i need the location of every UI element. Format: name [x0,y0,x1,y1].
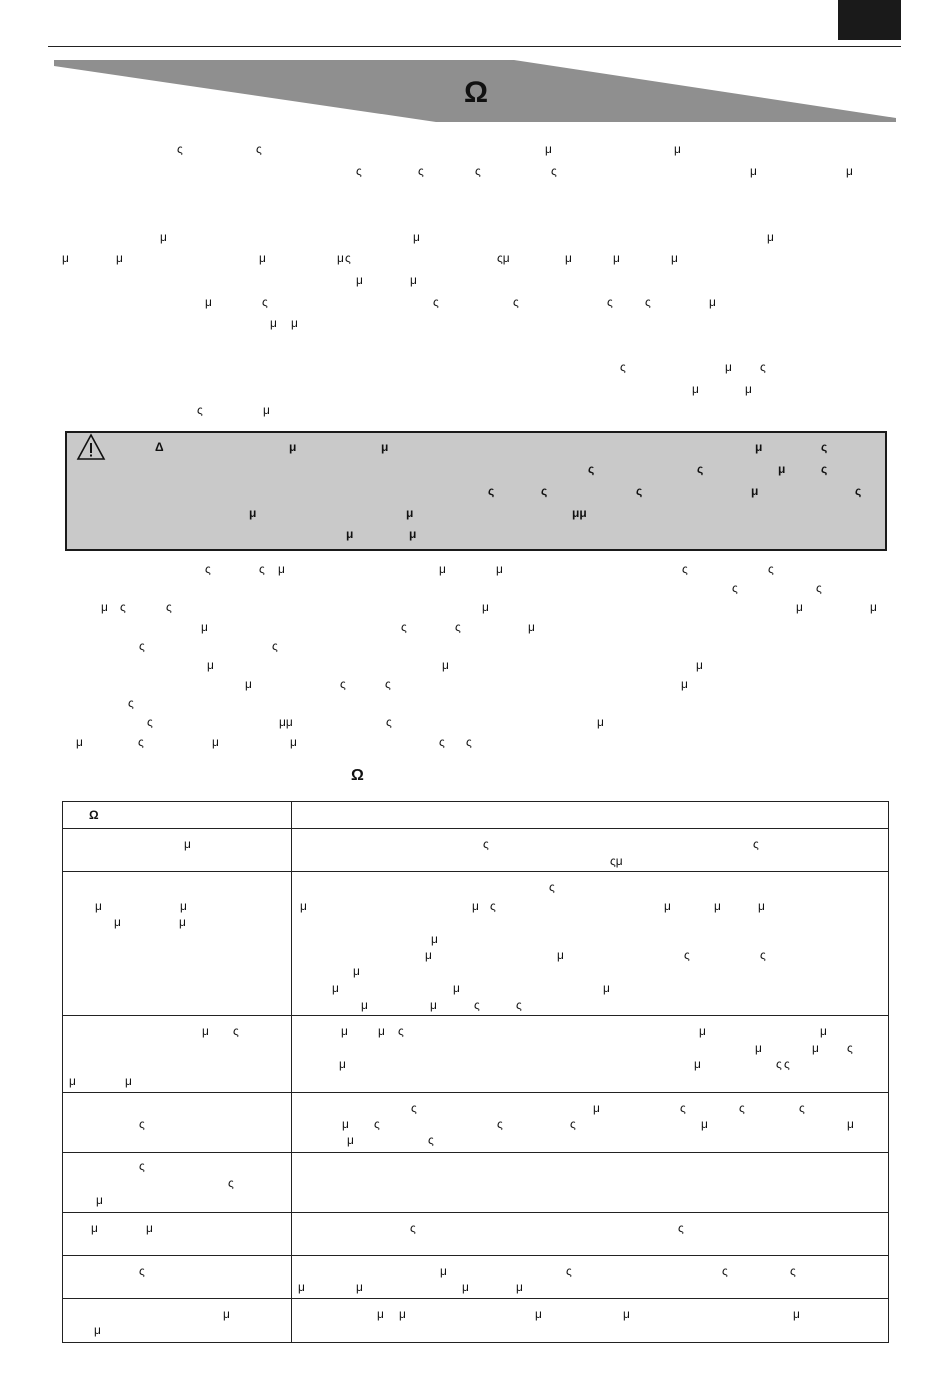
warning-glyph: μ [751,484,759,498]
cell-glyph: ς [680,1101,686,1115]
cell-glyph: ς [490,899,496,913]
para3-glyph: μ [263,403,270,417]
cell-glyph: ς [374,1117,380,1131]
para4-glyph: ς [455,620,461,634]
cell-glyph: ς [411,1101,417,1115]
intro-glyph: ς [256,142,262,156]
para2-glyph: μ [413,230,420,244]
cell-glyph: ς [483,837,489,851]
cell-glyph: μ [180,899,187,913]
cell-glyph: μ [341,1024,348,1038]
para3-glyph: μ [725,360,732,374]
cell-glyph: μ [339,1057,346,1071]
cell-glyph: ς [139,1264,145,1278]
para4-glyph: ς [138,735,144,749]
table-cell-value [292,1213,889,1256]
para2-glyph: μ [160,230,167,244]
para3-glyph: ς [197,403,203,417]
cell-glyph: μ [94,1323,101,1337]
para2-glyph: ς [607,295,613,309]
para4-glyph: μ [528,620,535,634]
table-row [63,1299,889,1343]
cell-glyph: ς [566,1264,572,1278]
cell-glyph: ς [684,948,690,962]
para4-glyph: μ [870,600,877,614]
table-header-left [63,802,292,829]
cell-glyph: ς [139,1117,145,1131]
table-cell-value [292,829,889,872]
para4-glyph: μ [245,677,252,691]
para4-glyph: ς [401,620,407,634]
table-row [63,1016,889,1093]
cell-glyph: ς [678,1221,684,1235]
cell-glyph: μ [430,998,437,1012]
warning-glyph: μμ [572,506,587,520]
para4-glyph: ς [147,715,153,729]
cell-glyph: ς [753,837,759,851]
cell-glyph: μ [593,1101,600,1115]
cell-glyph: μ [699,1024,706,1038]
cell-glyph: μ [557,948,564,962]
cell-glyph: μ [300,899,307,913]
intro-glyph: μ [846,164,853,178]
header-rule [48,46,901,47]
para4-glyph: ς [682,562,688,576]
para4-glyph: μ [201,620,208,634]
para2-glyph: μ [356,273,363,287]
spec-table [62,801,889,1343]
cell-glyph: μ [462,1280,469,1294]
para2-glyph: ς [513,295,519,309]
para4-glyph: μ [597,715,604,729]
table-header-label: Ω [89,808,99,822]
cell-glyph: ς [799,1101,805,1115]
cell-glyph: μ [377,1307,384,1321]
table-cell-label [63,829,292,872]
warning-glyph: μ [346,527,354,541]
para4-glyph: μ [212,735,219,749]
warning-triangle-icon [76,433,106,461]
cell-glyph: μ [535,1307,542,1321]
cell-glyph: μ [356,1280,363,1294]
cell-glyph: ς [233,1024,239,1038]
table-cell-label [63,1016,292,1093]
cell-glyph: μ [516,1280,523,1294]
para2-glyph: μ [565,251,572,265]
para4-glyph: ς [340,677,346,691]
intro-glyph: ς [418,164,424,178]
cell-glyph: μ [91,1221,98,1235]
table-row [63,872,889,1016]
cell-glyph: ς [784,1057,790,1071]
table-cell-value [292,1016,889,1093]
cell-glyph: μ [342,1117,349,1131]
warning-glyph: μ [409,527,417,541]
para4-glyph: ς [259,562,265,576]
para3-glyph: ς [760,360,766,374]
intro-glyph: ς [356,164,362,178]
para4-glyph: μ [696,658,703,672]
warning-glyph: ς [488,484,495,498]
para3-glyph: ς [620,360,626,374]
para3-glyph: μ [745,382,752,396]
cell-glyph: ς [790,1264,796,1278]
warning-glyph: ς [541,484,548,498]
para2-glyph: ς [345,251,351,265]
para4-glyph: μ [796,600,803,614]
table-cell-label [63,1213,292,1256]
intro-glyph: ς [475,164,481,178]
warning-glyph: Δ [155,440,164,454]
cell-glyph: μ [847,1117,854,1131]
intro-glyph: μ [674,142,681,156]
para2-glyph: μ [270,316,277,330]
cell-glyph: μ [472,899,479,913]
para4-glyph: ς [205,562,211,576]
warning-glyph: μ [249,506,257,520]
cell-glyph: μ [440,1264,447,1278]
warning-glyph: μ [289,440,297,454]
warning-glyph: μ [778,462,786,476]
para2-glyph: μ [116,251,123,265]
cell-glyph: μ [425,948,432,962]
intro-glyph: μ [750,164,757,178]
para4-glyph: ς [816,581,822,595]
cell-glyph: ς [410,1221,416,1235]
para2-glyph: μ [62,251,69,265]
cell-glyph: μ [664,899,671,913]
table-cell-label [63,1299,292,1343]
warning-glyph: μ [406,506,414,520]
table-heading: Ω [351,767,364,784]
para2-glyph: μ [205,295,212,309]
para4-glyph: ς [768,562,774,576]
cell-glyph: μ [431,932,438,946]
warning-glyph: ς [855,484,862,498]
cell-glyph: μ [399,1307,406,1321]
para4-glyph: μ [278,562,285,576]
para4-glyph: ς [120,600,126,614]
para4-glyph: ς [139,639,145,653]
intro-glyph: ς [551,164,557,178]
cell-glyph: μ [69,1074,76,1088]
para4-glyph: μ [290,735,297,749]
cell-glyph: ς [516,998,522,1012]
para2-glyph: μ [671,251,678,265]
table-cell-label [63,1256,292,1299]
table-row [63,1256,889,1299]
para4-glyph: μ [207,658,214,672]
cell-glyph: μ [184,837,191,851]
cell-glyph: μ [298,1280,305,1294]
warning-glyph: μ [381,440,389,454]
para3-glyph: μ [692,382,699,396]
warning-glyph: ς [636,484,643,498]
cell-glyph: μ [378,1024,385,1038]
para4-glyph: ς [272,639,278,653]
warning-box [65,431,887,551]
table-row [63,1153,889,1213]
table-cell-value [292,1093,889,1153]
cell-glyph: ς [428,1133,434,1147]
para2-glyph: μ [709,295,716,309]
para2-glyph: μ [259,251,266,265]
para4-glyph: μ [439,562,446,576]
warning-glyph: ς [697,462,704,476]
cell-glyph: μ [812,1041,819,1055]
para2-glyph: ς [262,295,268,309]
para4-glyph: ς [385,677,391,691]
cell-glyph: μ [125,1074,132,1088]
cell-glyph: ς [847,1041,853,1055]
cell-glyph: ς [549,880,555,894]
para4-glyph: ς [166,600,172,614]
cell-glyph: ς [497,1117,503,1131]
cell-glyph: μ [353,964,360,978]
cell-glyph: μ [755,1041,762,1055]
para4-glyph: μμ [279,715,293,729]
table-cell-label [63,1153,292,1213]
cell-glyph: μ [202,1024,209,1038]
para4-glyph: ς [732,581,738,595]
warning-glyph: μ [755,440,763,454]
cell-glyph: μ [146,1221,153,1235]
table-cell-value [292,872,889,1016]
intro-glyph: μ [545,142,552,156]
para4-glyph: μ [101,600,108,614]
warning-glyph: ς [588,462,595,476]
table-row [63,1093,889,1153]
cell-glyph: ς [139,1159,145,1173]
cell-glyph: ςμ [610,854,623,868]
table-row [63,1213,889,1256]
cell-glyph: μ [793,1307,800,1321]
para2-glyph: μ [767,230,774,244]
table-cell-label [63,872,292,1016]
table-row [63,829,889,872]
cell-glyph: μ [223,1307,230,1321]
para2-glyph: ς [433,295,439,309]
cell-glyph: μ [179,915,186,929]
para2-glyph: μ [291,316,298,330]
table-cell-label [63,1093,292,1153]
cell-glyph: μ [361,998,368,1012]
cell-glyph: μ [95,899,102,913]
cell-glyph: ς [760,948,766,962]
cell-glyph: ς [776,1057,782,1071]
cell-glyph: μ [114,915,121,929]
cell-glyph: μ [820,1024,827,1038]
table-cell-value [292,1299,889,1343]
para4-glyph: μ [681,677,688,691]
cell-glyph: μ [603,981,610,995]
para2-glyph: μ [337,251,344,265]
para4-glyph: μ [442,658,449,672]
para4-glyph: ς [128,696,134,710]
para4-glyph: ς [439,735,445,749]
para4-glyph: ς [466,735,472,749]
cell-glyph: ς [398,1024,404,1038]
cell-glyph: μ [714,899,721,913]
cell-glyph: μ [332,981,339,995]
para2-glyph: ςμ [497,251,510,265]
para4-glyph: μ [76,735,83,749]
cell-glyph: μ [623,1307,630,1321]
cell-glyph: μ [347,1133,354,1147]
cell-glyph: ς [570,1117,576,1131]
cell-glyph: μ [701,1117,708,1131]
intro-glyph: ς [177,142,183,156]
para4-glyph: ς [386,715,392,729]
banner-title: Ω [464,76,489,109]
warning-glyph: ς [821,440,828,454]
cell-glyph: μ [758,899,765,913]
cell-glyph: μ [96,1193,103,1207]
cell-glyph: ς [228,1176,234,1190]
cell-glyph: μ [453,981,460,995]
para4-glyph: μ [496,562,503,576]
warning-glyph: ς [821,462,828,476]
table-header-row [63,802,889,829]
table-header-right [292,802,889,829]
cell-glyph: ς [474,998,480,1012]
para2-glyph: μ [410,273,417,287]
table-cell-value [292,1256,889,1299]
cell-glyph: ς [739,1101,745,1115]
table-cell-value [292,1153,889,1213]
para4-glyph: μ [482,600,489,614]
cell-glyph: μ [694,1057,701,1071]
para2-glyph: μ [613,251,620,265]
para2-glyph: ς [645,295,651,309]
cell-glyph: ς [722,1264,728,1278]
page-tab [838,0,901,40]
